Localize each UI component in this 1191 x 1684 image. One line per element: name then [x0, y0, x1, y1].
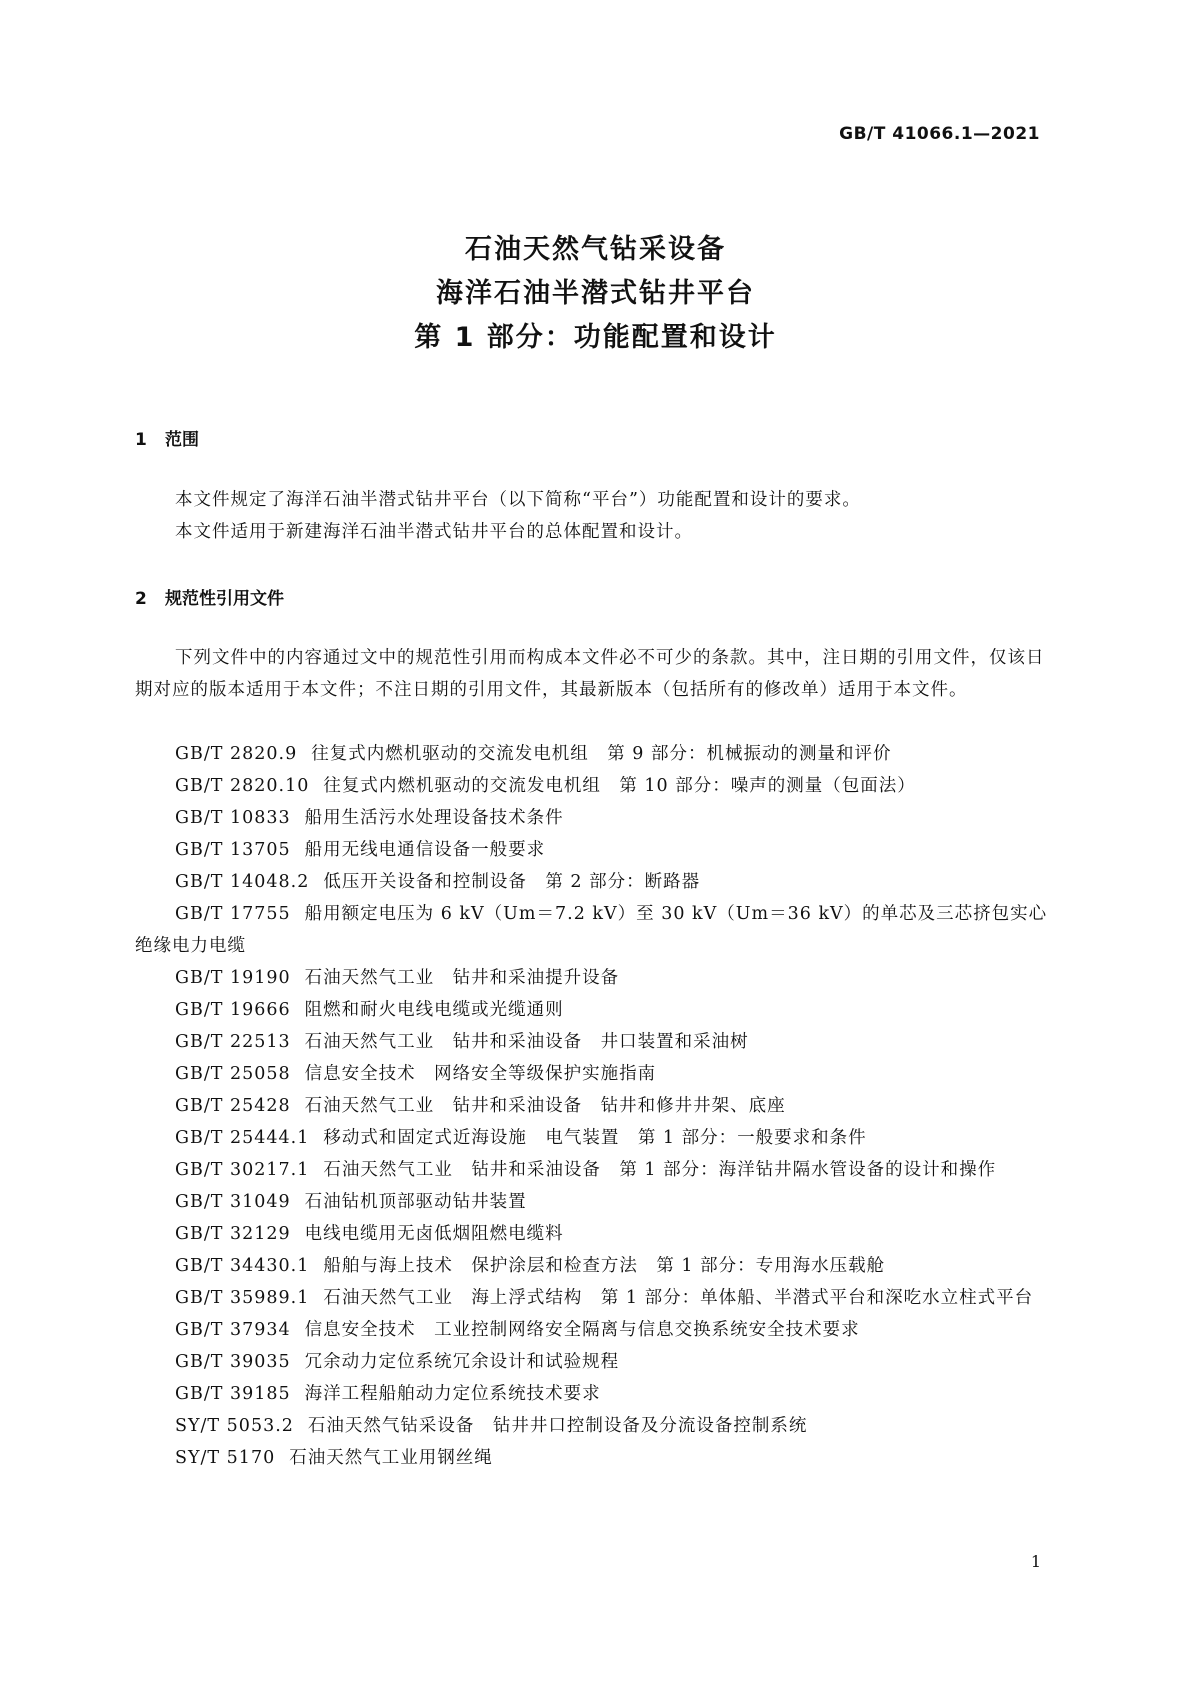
- reference-item: [135, 770, 1060, 802]
- reference-title: 移动式和固定式近海设施 电气装置 第 1 部分：一般要求和条件: [323, 1128, 867, 1148]
- reference-code: GB/T 13705: [175, 840, 291, 860]
- reference-title: 信息安全技术 网络安全等级保护实施指南: [304, 1064, 657, 1084]
- reference-item: [135, 1186, 1060, 1218]
- reference-code: GB/T 19190: [175, 968, 291, 988]
- reference-code: SY/T 5053.2: [175, 1416, 294, 1436]
- reference-title: 冗余动力定位系统冗余设计和试验规程: [304, 1352, 620, 1372]
- reference-item: [135, 866, 1060, 898]
- reference-title: 石油天然气工业用钢丝绳: [289, 1448, 493, 1468]
- reference-item: [135, 1250, 1060, 1282]
- reference-item: [135, 738, 1060, 770]
- reference-code: GB/T 34430.1: [175, 1256, 310, 1276]
- reference-title: 石油天然气工业 钻井和采油设备 第 1 部分：海洋钻井隔水管设备的设计和操作: [323, 1160, 997, 1180]
- reference-title: 电线电缆用无卤低烟阻燃电缆料: [304, 1224, 564, 1244]
- reference-title: 石油天然气工业 钻井和采油设备 钻井和修井井架、底座: [304, 1096, 786, 1116]
- standard-code: GB/T 41066.1—2021: [839, 124, 1040, 144]
- reference-item: [135, 1090, 1060, 1122]
- reference-code: GB/T 39035: [175, 1352, 291, 1372]
- reference-title: 船用额定电压为 6 kV（Um＝7.2 kV）至 30 kV（Um＝36 kV）的单芯及三芯挤包实心绝缘电力电缆: [135, 904, 1048, 956]
- reference-code: GB/T 31049: [175, 1192, 291, 1212]
- reference-item: [135, 802, 1060, 834]
- reference-title: 船用生活污水处理设备技术条件: [304, 808, 564, 828]
- reference-item: [135, 1314, 1060, 1346]
- reference-code: GB/T 30217.1: [175, 1160, 310, 1180]
- reference-code: GB/T 25444.1: [175, 1128, 310, 1148]
- reference-list: [135, 738, 1060, 1474]
- reference-title: 船用无线电通信设备一般要求: [304, 840, 546, 860]
- reference-item: [135, 898, 1060, 962]
- reference-code: GB/T 2820.9: [175, 744, 298, 764]
- reference-title: 信息安全技术 工业控制网络安全隔离与信息交换系统安全技术要求: [304, 1320, 860, 1340]
- reference-title: 石油钻机顶部驱动钻井装置: [304, 1192, 527, 1212]
- reference-item: [135, 1282, 1060, 1314]
- section-2-heading: [135, 584, 284, 609]
- reference-code: GB/T 17755: [175, 904, 291, 924]
- reference-code: GB/T 22513: [175, 1032, 291, 1052]
- reference-title: 往复式内燃机驱动的交流发电机组 第 10 部分：噪声的测量（包面法）: [323, 776, 916, 796]
- reference-item: [135, 1378, 1060, 1410]
- reference-title: 石油天然气钻采设备 钻井井口控制设备及分流设备控制系统: [307, 1416, 808, 1436]
- section-1-number: 1: [135, 430, 147, 450]
- title-line-3: 第 1 部分：功能配置和设计: [414, 322, 777, 353]
- reference-item: [135, 994, 1060, 1026]
- reference-code: GB/T 39185: [175, 1384, 291, 1404]
- reference-title: 石油天然气工业 钻井和采油设备 井口装置和采油树: [304, 1032, 749, 1052]
- reference-item: [135, 1026, 1060, 1058]
- title-line-1: 石油天然气钻采设备: [465, 234, 726, 265]
- reference-item: [135, 1346, 1060, 1378]
- reference-code: GB/T 37934: [175, 1320, 291, 1340]
- reference-item: [135, 1218, 1060, 1250]
- section-1-title: 范围: [165, 430, 199, 450]
- section-1-heading: [135, 425, 199, 450]
- reference-code: GB/T 25058: [175, 1064, 291, 1084]
- reference-title: 船舶与海上技术 保护涂层和检查方法 第 1 部分：专用海水压载舱: [323, 1256, 886, 1276]
- reference-item: [135, 1122, 1060, 1154]
- page-number: 1: [1030, 1552, 1041, 1571]
- reference-title: 海洋工程船舶动力定位系统技术要求: [304, 1384, 601, 1404]
- document-title: [0, 228, 1191, 360]
- reference-code: GB/T 25428: [175, 1096, 291, 1116]
- scope-paragraph-2: 本文件适用于新建海洋石油半潜式钻井平台的总体配置和设计。: [175, 522, 693, 542]
- reference-code: GB/T 14048.2: [175, 872, 310, 892]
- reference-code: GB/T 32129: [175, 1224, 291, 1244]
- reference-code: GB/T 35989.1: [175, 1288, 310, 1308]
- reference-title: 阻燃和耐火电线电缆或光缆通则: [304, 1000, 564, 1020]
- reference-code: GB/T 10833: [175, 808, 291, 828]
- reference-item: [135, 1442, 1060, 1474]
- reference-item: [135, 1154, 1060, 1186]
- reference-item: [135, 962, 1060, 994]
- intro-paragraph: 下列文件中的内容通过文中的规范性引用而构成本文件必不可少的条款。其中，注日期的引用文件，仅该日期对应的版本适用于本文件；不注日期的引用文件，其最新版本（包括所有的修改单）适用于本文件。: [135, 648, 1045, 700]
- reference-item: [135, 1410, 1060, 1442]
- reference-item: [135, 834, 1060, 866]
- reference-title: 低压开关设备和控制设备 第 2 部分：断路器: [323, 872, 701, 892]
- reference-title: 石油天然气工业 钻井和采油提升设备: [304, 968, 620, 988]
- section-2-title: 规范性引用文件: [165, 589, 284, 609]
- scope-paragraph-1: 本文件规定了海洋石油半潜式钻井平台（以下简称“平台”）功能配置和设计的要求。: [175, 490, 861, 510]
- section-2-number: 2: [135, 589, 147, 609]
- reference-code: GB/T 2820.10: [175, 776, 310, 796]
- reference-title: 往复式内燃机驱动的交流发电机组 第 9 部分：机械振动的测量和评价: [311, 744, 892, 764]
- scope-body: [135, 484, 1055, 548]
- title-line-2: 海洋石油半潜式钻井平台: [436, 278, 755, 309]
- reference-title: 石油天然气工业 海上浮式结构 第 1 部分：单体船、半潜式平台和深吃水立柱式平台: [323, 1288, 1034, 1308]
- reference-code: GB/T 19666: [175, 1000, 291, 1020]
- reference-code: SY/T 5170: [175, 1448, 276, 1468]
- normative-references-intro: [135, 642, 1060, 706]
- reference-item: [135, 1058, 1060, 1090]
